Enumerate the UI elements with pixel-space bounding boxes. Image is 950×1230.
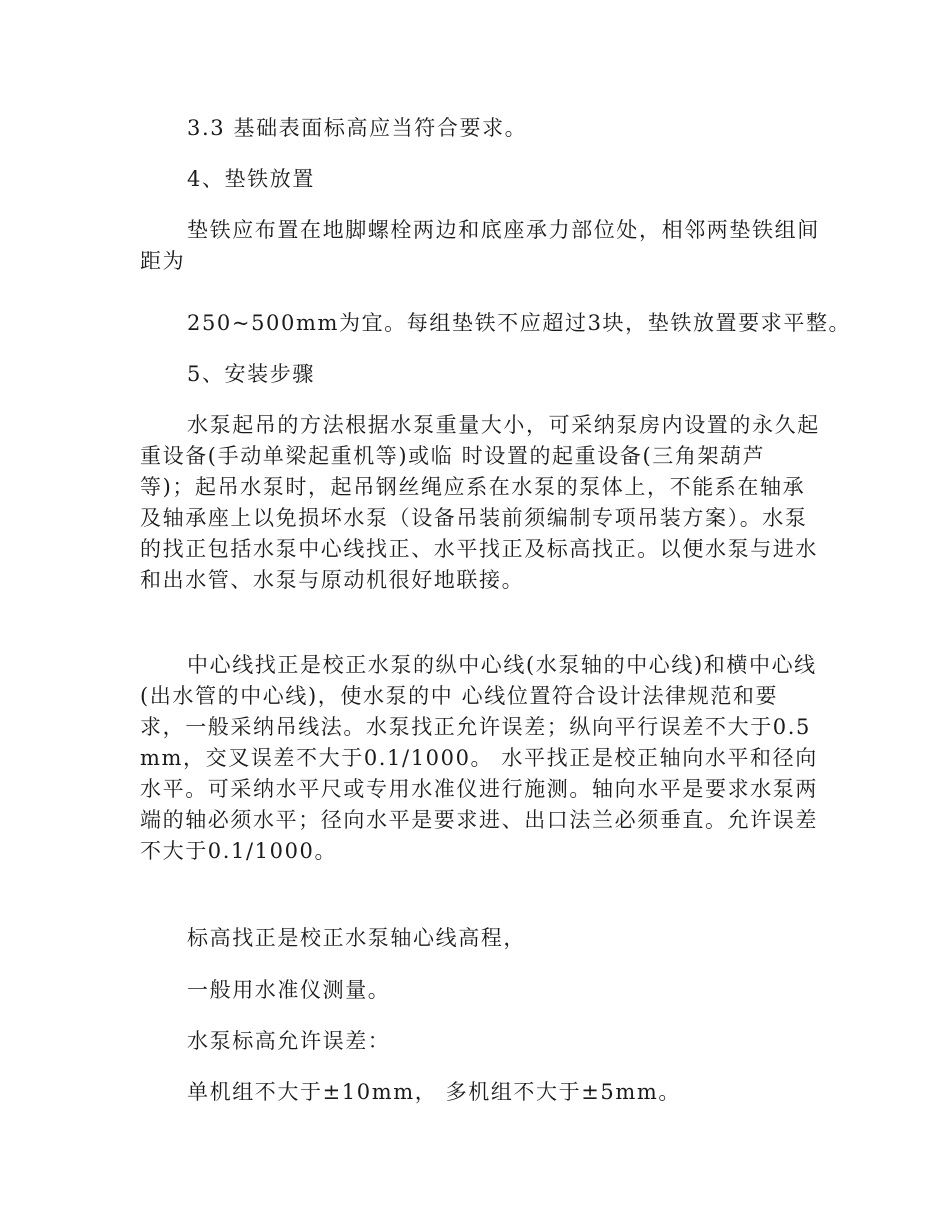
paragraph-centerline-alignment: 中心线找正是校正水泵的纵中心线(水泵轴的中心线)和横中心线(出水管的中心线)，使水泵的中 心线位置符合设计法律规范和要求，一般采纳吊线法。水泵找正允许误差；纵向平行误差不大于0.5mm，交叉误差不大于0.1/1000。 水平找正是校正轴向水平和径向水平。可采纳水平尺或专用水准仪进行施测。轴向水平是要求水泵两端的轴必须水平；径向水平是要求进、出口法兰必须垂直。允许误差不大于0.1/1000。 xyxy=(140,653,818,863)
heading-section-4: 4、垫铁放置 xyxy=(187,167,315,191)
paragraph-tolerance-heading: 水泵标高允许误差： xyxy=(187,1029,391,1053)
paragraph-lifting: 水泵起吊的方法根据水泵重量大小，可采纳泵房内设置的永久起重设备(手动单梁起重机等)或临 时设置的起重设备(三角架葫芦等)；起吊水泵时，起吊钢丝绳应系在水泵的泵体上，不能系在轴承及轴承座上以免损坏水泵（设备吊装前须编制专项吊装方案）。水泵的找正包括水泵中心线找正、水平找正及标高找正。以便水泵与进水和出水管、水泵与原动机很好地联接。 xyxy=(140,413,820,592)
heading-section-5: 5、安装步骤 xyxy=(187,362,315,386)
paragraph-level-measurement: 一般用水准仪测量。 xyxy=(187,978,391,1002)
paragraph-shim-placement: 垫铁应布置在地脚螺栓两边和底座承力部位处，相邻两垫铁组间距为 xyxy=(140,218,820,273)
paragraph-elevation-alignment: 标高找正是校正水泵轴心线高程， xyxy=(187,926,526,950)
paragraph-3-3: 3.3 基础表面标高应当符合要求。 xyxy=(187,116,528,140)
paragraph-tolerance-values: 单机组不大于±10mm， 多机组不大于±5mm。 xyxy=(187,1080,682,1104)
paragraph-shim-spacing: 250~500mm为宜。每组垫铁不应超过3块，垫铁放置要求平整。 xyxy=(187,311,852,335)
